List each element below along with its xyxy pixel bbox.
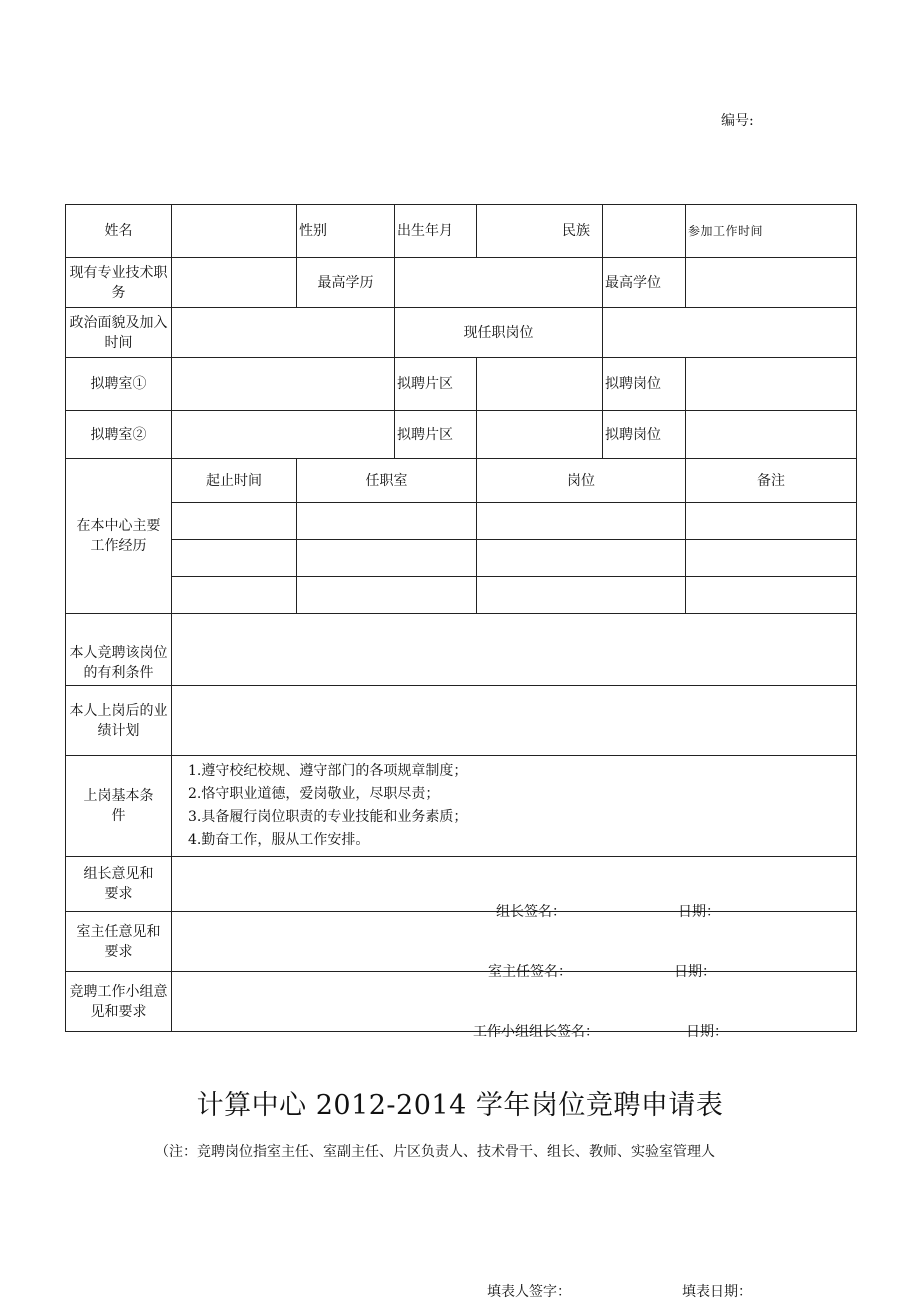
education-field[interactable] <box>395 258 603 308</box>
work-start-label: 参加工作时间 <box>686 205 857 258</box>
plan-row <box>66 686 857 756</box>
current-post-field[interactable] <box>603 308 857 358</box>
target-office-row-1 <box>66 358 857 411</box>
history-office-field[interactable] <box>297 503 477 540</box>
history-period-field[interactable] <box>172 577 297 614</box>
current-post-label: 现任职岗位 <box>395 308 603 358</box>
history-post-header: 岗位 <box>477 459 686 503</box>
history-period-field[interactable] <box>172 540 297 577</box>
conditions-row <box>66 756 857 857</box>
director-date-label: 日期： <box>674 963 716 980</box>
target-post-1-field[interactable] <box>686 358 857 411</box>
target-area-1-field[interactable] <box>477 358 603 411</box>
advantages-field[interactable] <box>172 614 857 686</box>
birth-date-label: 出生年月 <box>395 205 477 258</box>
history-remark-header: 备注 <box>686 459 857 503</box>
political-status-label: 政治面貌及加入时间 <box>66 308 172 358</box>
target-post-1-label: 拟聘岗位 <box>603 358 686 411</box>
professional-title-field[interactable] <box>172 258 297 308</box>
work-history-label: 在本中心主要工作经历 <box>66 459 172 614</box>
condition-item: 4.勤奋工作，服从工作安排。 <box>188 832 370 848</box>
basic-conditions-label: 上岗基本条件 <box>66 756 172 857</box>
basic-conditions-list <box>172 756 857 857</box>
filler-signature-label: 填表人签字： <box>487 1284 571 1300</box>
condition-item: 3.具备履行岗位职责的专业技能和业务素质； <box>188 809 468 825</box>
ethnicity-label: 民族 <box>477 205 603 258</box>
degree-field[interactable] <box>686 258 857 308</box>
leader-signature-label: 组长签名： <box>496 904 566 920</box>
committee-date-label: 日期： <box>686 1023 728 1040</box>
history-row <box>66 577 857 614</box>
leader-date-label: 日期： <box>678 904 720 920</box>
fill-date-label: 填表日期： <box>682 1284 752 1300</box>
history-period-field[interactable] <box>172 503 297 540</box>
target-area-2-field[interactable] <box>477 411 603 459</box>
history-post-field[interactable] <box>477 503 686 540</box>
target-office-2-label: 拟聘室② <box>66 411 172 459</box>
application-form-table <box>65 204 857 1040</box>
professional-title-label: 现有专业技术职务 <box>66 258 172 308</box>
performance-plan-label: 本人上岗后的业绩计划 <box>66 686 172 756</box>
director-signature-label: 室主任签名： <box>488 963 572 980</box>
history-row <box>66 503 857 540</box>
performance-plan-field[interactable] <box>172 686 857 756</box>
note-text: （注：竞聘岗位指室主任、室副主任、片区负责人、技术骨干、组长、教师、实验室管理人 <box>155 1144 715 1160</box>
history-office-header: 任职室 <box>297 459 477 503</box>
ethnicity-field[interactable] <box>603 205 686 258</box>
history-office-field[interactable] <box>297 540 477 577</box>
gender-label: 性别 <box>297 205 395 258</box>
director-opinion-label: 室主任意见和要求 <box>66 912 172 972</box>
degree-label: 最高学位 <box>603 258 686 308</box>
history-post-field[interactable] <box>477 577 686 614</box>
name-field[interactable] <box>172 205 297 258</box>
history-remark-field[interactable] <box>686 503 857 540</box>
history-post-field[interactable] <box>477 540 686 577</box>
target-office-1-label: 拟聘室① <box>66 358 172 411</box>
history-office-field[interactable] <box>297 577 477 614</box>
target-office-1-field[interactable] <box>172 358 395 411</box>
serial-number-label: 编号: <box>721 113 754 129</box>
leader-opinion-field[interactable] <box>172 857 857 920</box>
qualification-row <box>66 258 857 308</box>
basic-info-row <box>66 205 857 258</box>
advantages-label: 本人竞聘该岗位的有利条件 <box>66 614 172 686</box>
target-office-row-2 <box>66 411 857 459</box>
leader-opinion-row <box>66 857 857 912</box>
target-office-2-field[interactable] <box>172 411 395 459</box>
target-area-1-label: 拟聘片区 <box>395 358 477 411</box>
political-status-field[interactable] <box>172 308 395 358</box>
condition-item: 1.遵守校纪校规、遵守部门的各项规章制度； <box>188 763 468 779</box>
education-label: 最高学历 <box>297 258 395 308</box>
history-header-row <box>66 459 857 503</box>
advantages-row <box>66 614 857 686</box>
history-remark-field[interactable] <box>686 577 857 614</box>
condition-item: 2.恪守职业道德，爱岗敬业，尽职尽责； <box>188 786 440 802</box>
target-post-2-label: 拟聘岗位 <box>603 411 686 459</box>
history-period-header: 起止时间 <box>172 459 297 503</box>
political-row <box>66 308 857 358</box>
leader-opinion-label: 组长意见和要求 <box>66 857 172 912</box>
target-post-2-field[interactable] <box>686 411 857 459</box>
page-title: 计算中心 2012-2014 学年岗位竞聘申请表 <box>196 1090 724 1121</box>
director-opinion-row <box>66 912 857 972</box>
committee-signature-label: 工作小组组长签名： <box>473 1023 599 1040</box>
target-area-2-label: 拟聘片区 <box>395 411 477 459</box>
committee-opinion-row <box>66 972 857 1032</box>
history-remark-field[interactable] <box>686 540 857 577</box>
committee-opinion-label: 竞聘工作小组意见和要求 <box>66 972 172 1032</box>
name-label: 姓名 <box>66 205 172 258</box>
history-row <box>66 540 857 577</box>
